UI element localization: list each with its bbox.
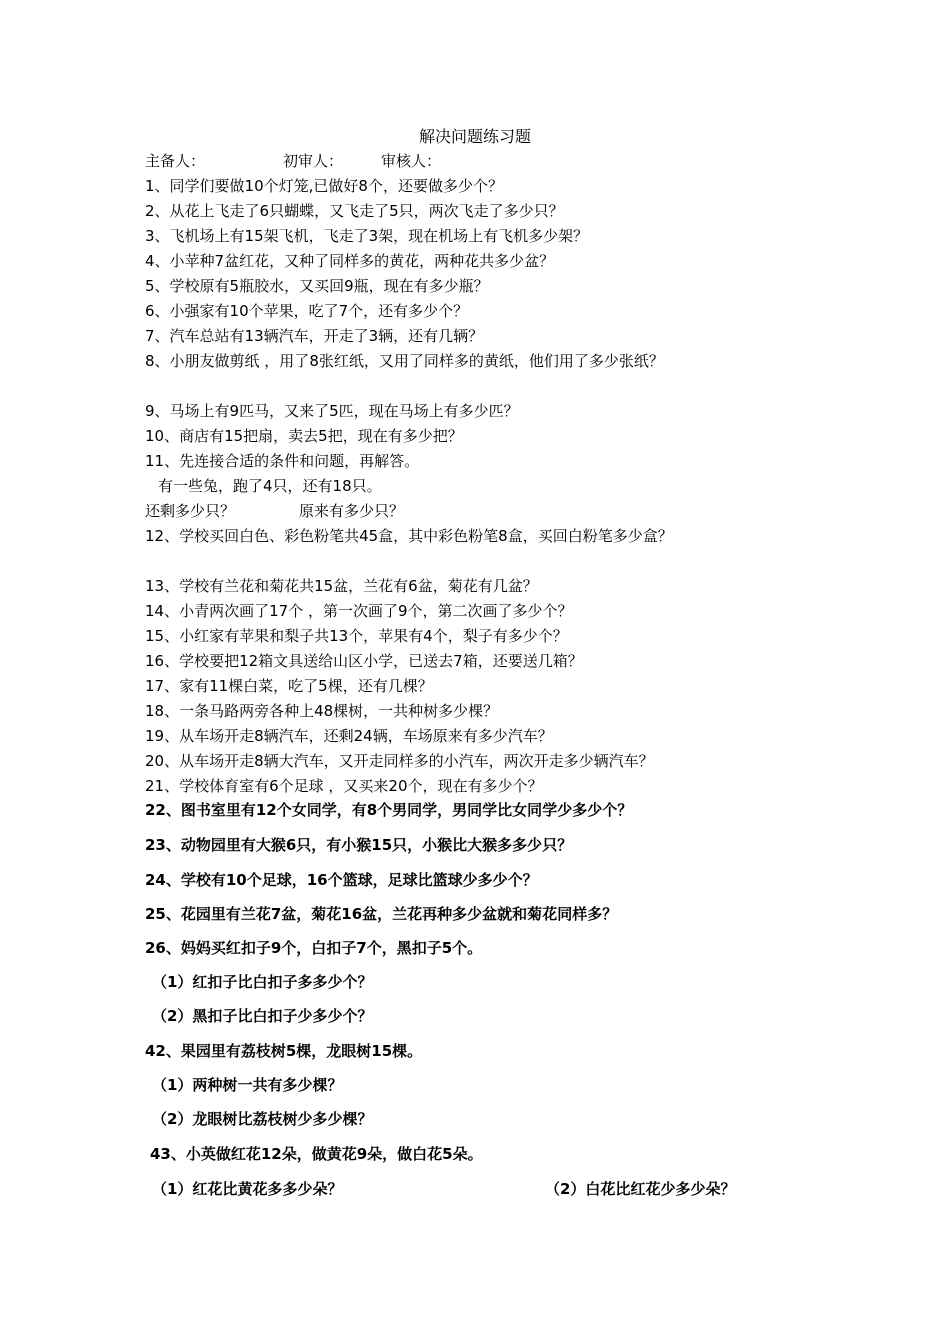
question-8: 8、小朋友做剪纸 ，用了8张红纸，又用了同样多的黄纸，他们用了多少张纸？ (145, 352, 664, 370)
question-26: 26、妈妈买红扣子9个，白扣子7个，黑扣子5个。 (145, 939, 483, 957)
question-13: 13、学校有兰花和菊花共15盆，兰花有6盆，菊花有几盆？ (145, 577, 538, 595)
question-5: 5、学校原有5瓶胶水，又买回9瓶，现在有多少瓶？ (145, 277, 489, 295)
question-21: 21、学校体育室有6个足球 ，又买来20个，现在有多少个？ (145, 777, 543, 795)
question-22: 22、图书室里有12个女同学，有8个男同学，男同学比女同学少多少个？ (145, 801, 633, 819)
question-42-part-2: （2）龙眼树比荔枝树少多少棵？ (152, 1110, 373, 1128)
question-43: 43、小英做红花12朵，做黄花9朵，做白花5朵。 (150, 1145, 483, 1163)
question-20: 20、从车场开走8辆大汽车，又开走同样多的小汽车，两次开走多少辆汽车？ (145, 752, 654, 770)
question-15: 15、小红家有苹果和梨子共13个，苹果有4个，梨子有多少个？ (145, 627, 568, 645)
question-26-part-1: （1）红扣子比白扣子多多少个？ (152, 973, 373, 991)
question-42: 42、果园里有荔枝树5棵，龙眼树15棵。 (145, 1042, 423, 1060)
role-preparer: 主备人： (145, 152, 206, 170)
question-19: 19、从车场开走8辆汽车，还剩24辆，车场原来有多少汽车？ (145, 727, 553, 745)
question-14: 14、小青两次画了17个 ，第一次画了9个，第二次画了多少个？ (145, 602, 573, 620)
question-18: 18、一条马路两旁各种上48棵树，一共种树多少棵？ (145, 702, 499, 720)
question-23: 23、动物园里有大猴6只，有小猴15只，小猴比大猴多多少只？ (145, 836, 573, 854)
roles-line (145, 150, 479, 172)
question-42-part-1: （1）两种树一共有多少棵？ (152, 1076, 343, 1094)
question-43-part-2: （2）白花比红花少多少朵？ (545, 1180, 736, 1198)
question-3: 3、飞机场上有15架飞机，飞走了3架，现在机场上有飞机多少架？ (145, 227, 589, 245)
question-11-choice-remaining: 还剩多少只？ (145, 502, 236, 520)
question-11-choice-original: 原来有多少只？ (299, 502, 405, 520)
question-12: 12、学校买回白色、彩色粉笔共45盒，其中彩色粉笔8盒，买回白粉笔多少盒？ (145, 527, 673, 545)
question-2: 2、从花上飞走了6只蝴蝶，又飞走了5只，两次飞走了多少只？ (145, 202, 564, 220)
question-6: 6、小强家有10个苹果，吃了7个，还有多少个？ (145, 302, 469, 320)
question-11-choices (145, 500, 450, 522)
question-25: 25、花园里有兰花7盆，菊花16盆，兰花再种多少盆就和菊花同样多？ (145, 905, 618, 923)
question-16: 16、学校要把12箱文具送给山区小学，已送去7箱，还要送几箱？ (145, 652, 583, 670)
question-11-condition: 有一些兔，跑了4只，还有18只。 (158, 477, 382, 495)
question-9: 9、马场上有9匹马，又来了5匹，现在马场上有多少匹？ (145, 402, 519, 420)
question-11: 11、先连接合适的条件和问题，再解答。 (145, 452, 420, 470)
question-7: 7、汽车总站有13辆汽车，开走了3辆，还有几辆？ (145, 327, 484, 345)
page-title: 解决问题练习题 (418, 127, 531, 146)
question-43-part-1: （1）红花比黄花多多少朵？ (152, 1180, 343, 1198)
question-26-part-2: （2）黑扣子比白扣子少多少个？ (152, 1007, 373, 1025)
role-final-reviewer: 审核人： (381, 152, 442, 170)
question-24: 24、学校有10个足球，16个篮球，足球比篮球少多少个？ (145, 871, 538, 889)
role-first-reviewer: 初审人： (283, 152, 344, 170)
question-4: 4、小苹种7盆红花，又种了同样多的黄花，两种花共多少盆？ (145, 252, 555, 270)
question-17: 17、家有11棵白菜，吃了5棵，还有几棵？ (145, 677, 433, 695)
question-10: 10、商店有15把扇，卖去5把，现在有多少把？ (145, 427, 463, 445)
question-1: 1、同学们要做10个灯笼,已做好8个，还要做多少个？ (145, 177, 503, 195)
